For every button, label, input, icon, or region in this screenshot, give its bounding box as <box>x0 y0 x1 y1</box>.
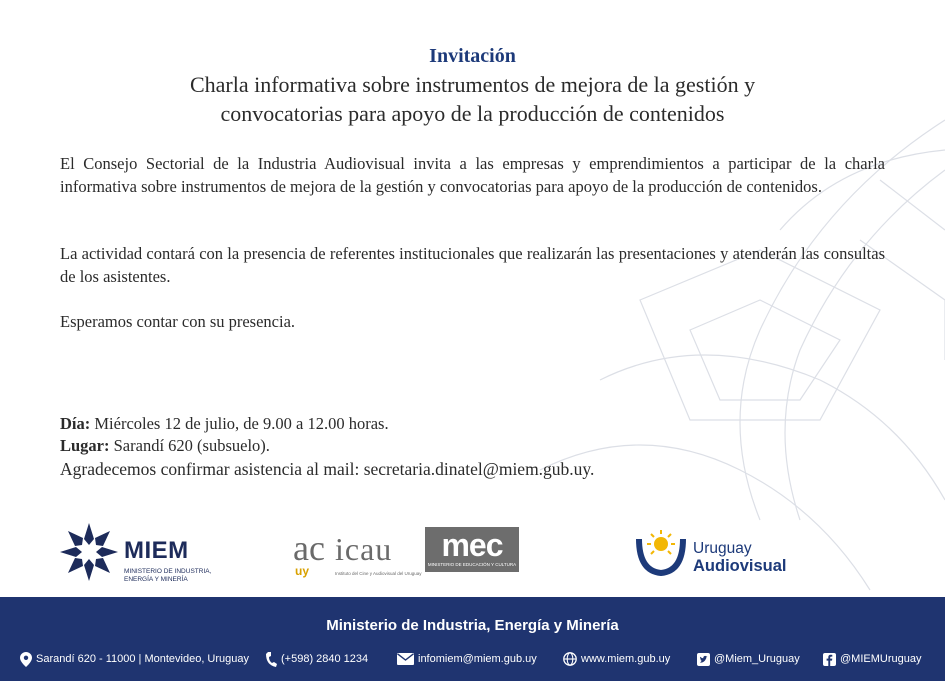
facebook-icon <box>823 653 836 666</box>
day-value: Miércoles 12 de julio, de 9.00 a 12.00 horas. <box>90 414 389 433</box>
icau-uy: uy <box>295 564 310 578</box>
web-link[interactable]: www.miem.gub.uy <box>581 653 671 665</box>
twitter-handle[interactable]: @Miem_Uruguay <box>714 653 800 665</box>
day-label: Día: <box>60 414 91 433</box>
event-day <box>60 413 760 435</box>
body-paragraph-3: Esperamos contar con su presencia. <box>60 312 296 331</box>
event-details <box>60 413 760 482</box>
icau-subtitle: Instituto del Cine y Audiovisual del Uruguay <box>335 571 422 576</box>
twitter-icon <box>697 653 710 666</box>
email-link[interactable]: infomiem@miem.gub.uy <box>418 653 537 665</box>
body-paragraph-2: La actividad contará con la presencia de referentes institucionales que realizarán las presentaciones y atenderán las consultas de los asistentes. <box>60 244 885 286</box>
facebook-handle[interactable]: @MIEMUruguay <box>840 653 922 665</box>
footer-title: Ministerio de Industria, Energía y Minería <box>326 617 619 634</box>
invitation-heading: Invitación <box>429 45 516 67</box>
footer-facebook <box>823 649 921 669</box>
miem-name: MIEM <box>124 537 189 564</box>
invitation-header <box>0 42 945 128</box>
miem-logo <box>58 521 228 583</box>
phone-icon <box>266 652 277 667</box>
footer-address <box>20 649 249 669</box>
footer-contacts <box>0 649 945 669</box>
ua-line1: Uruguay <box>693 540 752 557</box>
uruguay-audiovisual-logo <box>633 525 803 577</box>
uruguay-sun-icon <box>633 525 689 577</box>
icau-ac: ac <box>293 528 325 568</box>
place-value: Sarandí 620 (subsuelo). <box>109 436 270 455</box>
body-paragraph-1: El Consejo Sectorial de la Industria Audiovisual invita a las empresas y emprendimientos a participar de la charla informativa sobre instrumentos de mejora de la gestión y convocatorias para apoyo de la producción de contenidos. <box>60 154 885 196</box>
ua-line2: Audiovisual <box>693 557 787 575</box>
logos-row <box>0 515 945 590</box>
event-place <box>60 435 760 457</box>
phone-text: (+598) 2840 1234 <box>281 653 369 665</box>
icau-name: icau <box>335 531 393 567</box>
footer-email <box>397 649 537 669</box>
address-text: Sarandí 620 - 11000 | Montevideo, Uruguay <box>36 653 250 665</box>
envelope-icon <box>397 653 414 665</box>
footer-bar <box>0 597 945 681</box>
miem-subtitle: MINISTERIO DE INDUSTRIA, ENERGÍA Y MINERÍA <box>124 568 212 583</box>
mec-subtitle: MINISTERIO DE EDUCACIÓN Y CULTURA <box>427 562 517 567</box>
place-label: Lugar: <box>60 436 110 455</box>
invitation-subtitle-line1: Charla informativa sobre instrumentos de mejora de la gestión y <box>189 72 756 97</box>
rsvp-text: Agradecemos confirmar asistencia al mail: secretaria.dinatel@miem.gub.uy. <box>60 459 595 479</box>
mec-logo <box>425 527 519 572</box>
icau-logo <box>293 523 421 583</box>
footer-twitter <box>697 649 800 669</box>
miem-star-icon <box>58 521 120 583</box>
mec-name: mec <box>441 527 503 563</box>
invitation-subtitle-line2: convocatorias para apoyo de la producción de contenidos <box>220 101 725 126</box>
location-pin-icon <box>20 652 32 667</box>
footer-web <box>563 649 670 669</box>
globe-icon <box>563 652 577 666</box>
footer-phone <box>266 649 368 669</box>
